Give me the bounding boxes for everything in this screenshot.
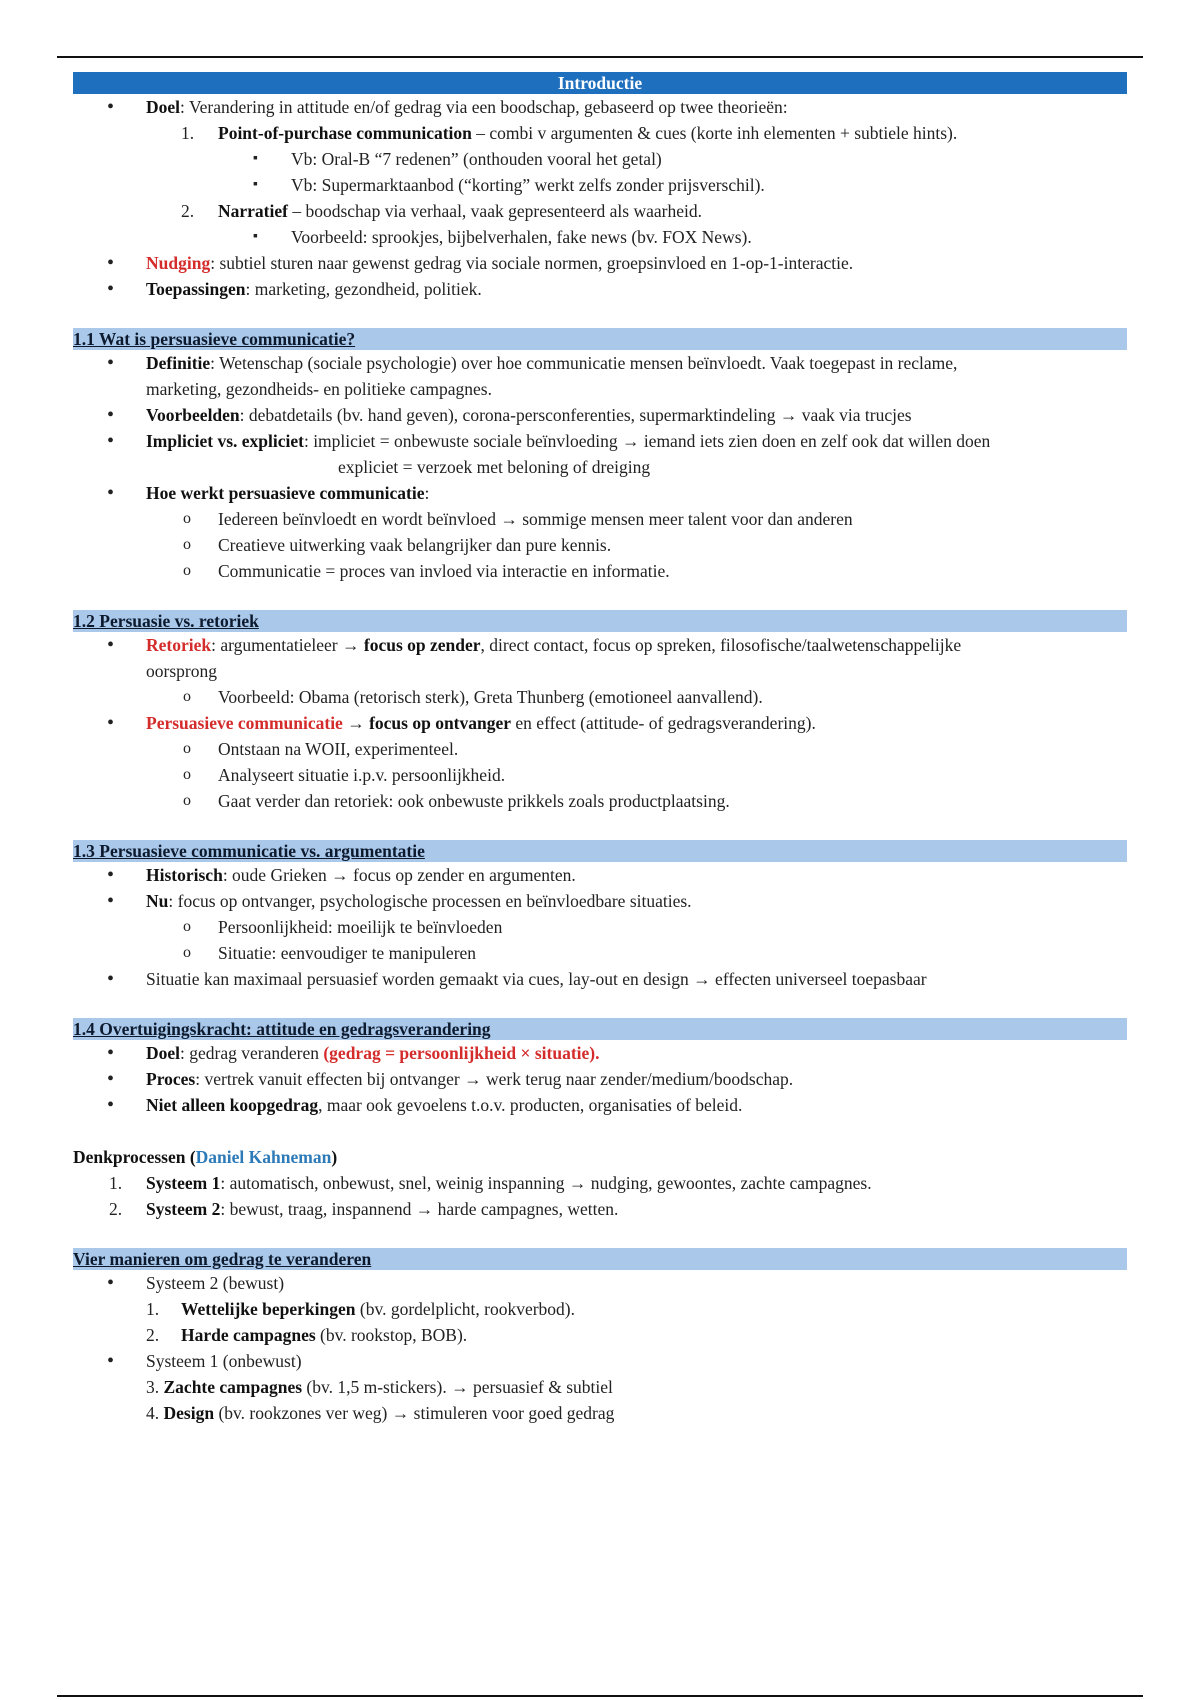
retoriek-continuation: oorsprong [146, 661, 217, 681]
list-item-retoriek-ex [73, 684, 1127, 710]
list-item-retoriek [73, 632, 1127, 658]
denkprocessen-heading [73, 1144, 1127, 1170]
document-page [73, 72, 1127, 1426]
number-marker: 1. [146, 1299, 160, 1319]
bullet-marker: • [107, 864, 115, 886]
zachte-number: 3. [146, 1377, 164, 1397]
pc-text: en effect (attitude- of gedragsverandering). [511, 713, 816, 733]
narratief-text: – boodschap via verhaal, vaak gepresenteerd als waarheid. [287, 201, 702, 221]
list-item-systeem-1-onbewust [73, 1348, 1127, 1374]
nu-1-text: Persoonlijkheid: moeilijk te beïnvloeden [218, 917, 503, 937]
section-header-1-4 [73, 1018, 1127, 1040]
bullet-marker: • [107, 252, 115, 274]
harde-text: (bv. rookstop, BOB). [315, 1325, 468, 1345]
term-zachte: Zachte campagnes [163, 1377, 303, 1397]
pop-ex1-text: Vb: Oral-B “7 redenen” (onthouden vooral het getal) [291, 149, 662, 169]
number-marker: 2. [181, 201, 195, 221]
list-item-nu-2 [73, 940, 1127, 966]
list-item-doel [73, 94, 1127, 120]
square-marker: ▪ [253, 177, 258, 192]
list-item-harde [73, 1322, 1127, 1348]
term-design: Design [163, 1403, 215, 1423]
term-harde: Harde campagnes [181, 1325, 316, 1345]
impliciet-continuation: expliciet = verzoek met beloning of dreiging [338, 457, 651, 477]
doel-text: : Verandering in attitude en/of gedrag via een boodschap, gebaseerd op twee theorieën: [180, 97, 788, 117]
term-impliciet: Impliciet vs. expliciet [146, 431, 304, 451]
list-item-niet-alleen [73, 1092, 1127, 1118]
term-definitie: Definitie [146, 353, 211, 373]
section-title-1-2: 1.2 Persuasie vs. retoriek [73, 611, 259, 631]
section-header-1-1 [73, 328, 1127, 350]
doel-1-4-end: . [595, 1043, 600, 1063]
bullet-marker: • [107, 96, 115, 118]
impliciet-text: : impliciet = onbewuste sociale beïnvloeding → iemand iets zien doen en zelf ook dat willen doen [303, 431, 991, 451]
list-item-pop-ex2 [73, 172, 1127, 198]
zachte-text: (bv. 1,5 m-stickers). → persuasief & subtiel [302, 1377, 613, 1397]
doel-1-4-formula: (gedrag = persoonlijkheid × situatie) [323, 1043, 596, 1063]
list-item-hoe-2 [73, 532, 1127, 558]
systeem-1-text: : automatisch, onbewust, snel, weinig inspanning → nudging, gewoontes, zachte campagnes. [220, 1173, 872, 1193]
systeem-2-bewust-text: Systeem 2 (bewust) [146, 1273, 285, 1293]
list-item-narratief [73, 198, 1127, 224]
bullet-marker: • [107, 968, 115, 990]
list-item-situatie [73, 966, 1127, 992]
bullet-marker: • [107, 430, 115, 452]
narratief-ex-text: Voorbeeld: sprookjes, bijbelverhalen, fake news (bv. FOX News). [291, 227, 752, 247]
bullet-marker: • [107, 1272, 115, 1294]
historisch-text: : oude Grieken → focus op zender en argumenten. [222, 865, 576, 885]
list-item-pc-3 [73, 788, 1127, 814]
term-persuasieve-communicatie: Persuasieve communicatie [146, 713, 343, 733]
circle-marker: o [183, 536, 191, 553]
niet-alleen-text: , maar ook gevoelens t.o.v. producten, organisaties of beleid. [318, 1095, 743, 1115]
pc-3-text: Gaat verder dan retoriek: ook onbewuste prikkels zoals productplaatsing. [218, 791, 730, 811]
pc-1-text: Ontstaan na WOII, experimenteel. [218, 739, 459, 759]
section-header-vier-manieren [73, 1248, 1127, 1270]
list-item-doel-1-4 [73, 1040, 1127, 1066]
term-retoriek: Retoriek [146, 635, 212, 655]
list-item-historisch [73, 862, 1127, 888]
denkprocessen-author: Daniel Kahneman [195, 1147, 332, 1167]
bullet-marker: • [107, 352, 115, 374]
list-item-design [73, 1400, 1127, 1426]
term-voorbeelden: Voorbeelden [146, 405, 240, 425]
bullet-marker: • [107, 404, 115, 426]
term-wettelijke: Wettelijke beperkingen [181, 1299, 356, 1319]
section-header-introductie: Introductie [73, 72, 1127, 94]
definitie-continuation: marketing, gezondheids- en politieke campagnes. [146, 379, 492, 399]
list-item-narratief-ex [73, 224, 1127, 250]
list-item-persuasieve-communicatie [73, 710, 1127, 736]
proces-text: : vertrek vanuit effecten bij ontvanger → werk terug naar zender/medium/boodschap. [195, 1069, 794, 1089]
systeem-1-onbewust-text: Systeem 1 (onbewust) [146, 1351, 302, 1371]
list-item-hoe-3 [73, 558, 1127, 584]
section-title-vier-manieren: Vier manieren om gedrag te veranderen [73, 1249, 372, 1269]
retoriek-focus: focus op zender [363, 635, 481, 655]
list-item-hoe-werkt [73, 480, 1127, 506]
bottom-rule [57, 1695, 1143, 1697]
bullet-marker: • [107, 1068, 115, 1090]
term-nu: Nu [146, 891, 169, 911]
term-niet-alleen: Niet alleen koopgedrag [146, 1095, 319, 1115]
hoe-2-text: Creatieve uitwerking vaak belangrijker dan pure kennis. [218, 535, 612, 555]
nudging-text: : subtiel sturen naar gewenst gedrag via sociale normen, groepsinvloed en 1-op-1-interactie. [210, 253, 854, 273]
circle-marker: o [183, 688, 191, 705]
retoriek-text-a: : argumentatieleer → [211, 635, 364, 655]
nu-2-text: Situatie: eenvoudiger te manipuleren [218, 943, 477, 963]
voorbeelden-text: : debatdetails (bv. hand geven), corona-persconferenties, supermarktindeling → vaak via trucjes [239, 405, 912, 425]
circle-marker: o [183, 766, 191, 783]
wettelijke-text: (bv. gordelplicht, rookverbod). [355, 1299, 576, 1319]
list-item-pop-ex1 [73, 146, 1127, 172]
square-marker: ▪ [253, 229, 258, 244]
term-historisch: Historisch [146, 865, 223, 885]
list-item-zachte [73, 1374, 1127, 1400]
circle-marker: o [183, 510, 191, 527]
nu-text: : focus op ontvanger, psychologische processen en beïnvloedbare situaties. [168, 891, 692, 911]
term-hoe-werkt: Hoe werkt persuasieve communicatie [146, 483, 425, 503]
term-systeem-2: Systeem 2 [146, 1199, 221, 1219]
section-title-1-4: 1.4 Overtuigingskracht: attitude en gedragsverandering [73, 1019, 491, 1039]
list-item-toepassingen [73, 276, 1127, 302]
term-doel: Doel [146, 97, 181, 117]
hoe-werkt-colon: : [424, 483, 430, 503]
list-item-nu [73, 888, 1127, 914]
section-header-1-3 [73, 840, 1127, 862]
term-proces: Proces [146, 1069, 196, 1089]
doel-1-4-text: : gedrag veranderen [180, 1043, 324, 1063]
list-item-systeem-2-bewust [73, 1270, 1127, 1296]
list-item-proces [73, 1066, 1127, 1092]
bullet-marker: • [107, 712, 115, 734]
denkprocessen-title-a: Denkprocessen ( [73, 1147, 196, 1167]
list-item-wettelijke [73, 1296, 1127, 1322]
pop-ex2-text: Vb: Supermarktaanbod (“korting” werkt zelfs zonder prijsverschil). [291, 175, 765, 195]
retoriek-ex-text: Voorbeeld: Obama (retorisch sterk), Greta Thunberg (emotioneel aanvallend). [218, 687, 763, 707]
list-item-systeem-1 [73, 1170, 1127, 1196]
list-item-pc-2 [73, 762, 1127, 788]
bullet-marker: • [107, 1042, 115, 1064]
number-marker: 1. [181, 123, 195, 143]
list-item-impliciet [73, 428, 1127, 454]
toepassingen-text: : marketing, gezondheid, politiek. [245, 279, 482, 299]
bullet-marker: • [107, 1094, 115, 1116]
circle-marker: o [183, 792, 191, 809]
bullet-marker: • [107, 634, 115, 656]
number-marker: 2. [146, 1325, 160, 1345]
pc-focus: focus op ontvanger [369, 713, 512, 733]
circle-marker: o [183, 918, 191, 935]
pop-text: – combi v argumenten & cues (korte inh elementen + subtiele hints). [471, 123, 958, 143]
list-item-nu-1 [73, 914, 1127, 940]
section-title-1-3: 1.3 Persuasieve communicatie vs. argumentatie [73, 841, 425, 861]
term-narratief: Narratief [218, 201, 288, 221]
definitie-text: : Wetenschap (sociale psychologie) over hoe communicatie mensen beïnvloedt. Vaak toegepast in reclame, [210, 353, 958, 373]
section-header-1-2 [73, 610, 1127, 632]
list-item-pc-1 [73, 736, 1127, 762]
bullet-marker: • [107, 278, 115, 300]
denkprocessen-title-b: ) [331, 1147, 338, 1167]
section-title-1-1: 1.1 Wat is persuasieve communicatie? [73, 329, 356, 349]
bullet-marker: • [107, 482, 115, 504]
list-item-systeem-2 [73, 1196, 1127, 1222]
pc-2-text: Analyseert situatie i.p.v. persoonlijkheid. [218, 765, 506, 785]
term-systeem-1: Systeem 1 [146, 1173, 221, 1193]
design-number: 4. [146, 1403, 164, 1423]
list-item-pop [73, 120, 1127, 146]
term-toepassingen: Toepassingen [146, 279, 246, 299]
design-text: (bv. rookzones ver weg) → stimuleren voor goed gedrag [214, 1403, 615, 1423]
bullet-marker: • [107, 890, 115, 912]
hoe-3-text: Communicatie = proces van invloed via interactie en informatie. [218, 561, 670, 581]
circle-marker: o [183, 740, 191, 757]
term-doel-1-4: Doel [146, 1043, 181, 1063]
bullet-marker: • [107, 1350, 115, 1372]
list-item-voorbeelden [73, 402, 1127, 428]
list-item-definitie [73, 350, 1127, 376]
hoe-1-text: Iedereen beïnvloedt en wordt beïnvloed → sommige mensen meer talent voor dan anderen [218, 509, 853, 529]
term-nudging: Nudging [146, 253, 211, 273]
retoriek-text-b: , direct contact, focus op spreken, filosofische/taalwetenschappelijke [480, 635, 962, 655]
circle-marker: o [183, 944, 191, 961]
list-item-hoe-1 [73, 506, 1127, 532]
situatie-text: Situatie kan maximaal persuasief worden gemaakt via cues, lay-out en design → effecten universeel toepasbaar [146, 969, 927, 989]
term-pop: Point-of-purchase communication [218, 123, 472, 143]
circle-marker: o [183, 562, 191, 579]
square-marker: ▪ [253, 151, 258, 166]
number-marker: 1. [109, 1173, 123, 1193]
top-rule [57, 56, 1143, 58]
number-marker: 2. [109, 1199, 123, 1219]
pc-arrow: → [342, 713, 370, 733]
systeem-2-text: : bewust, traag, inspannend → harde campagnes, wetten. [220, 1199, 619, 1219]
list-item-nudging [73, 250, 1127, 276]
